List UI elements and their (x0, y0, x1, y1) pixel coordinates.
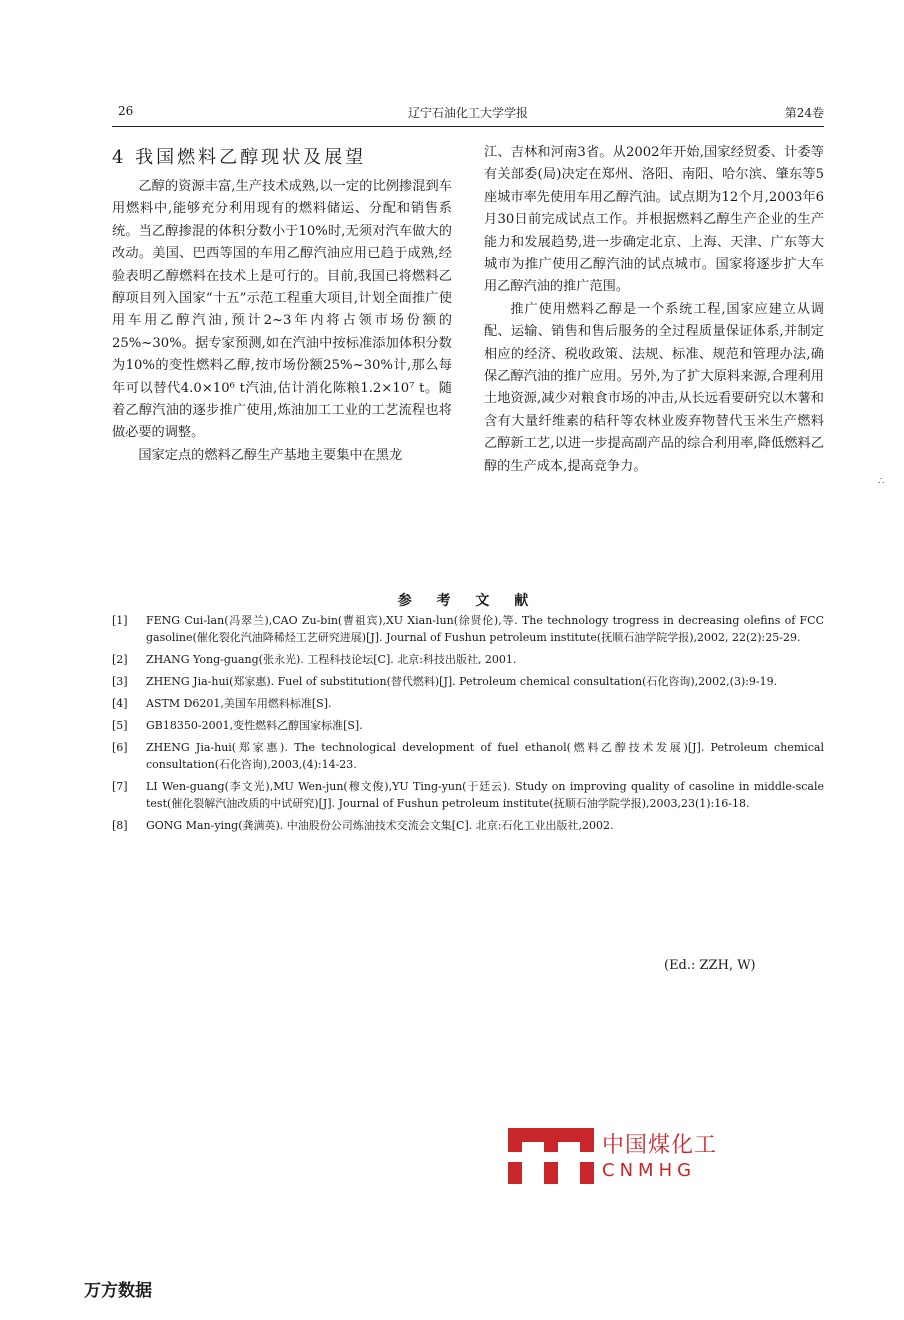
logo-chinese-text: 中国煤化工 (602, 1133, 718, 1158)
volume-label: 第24卷 (784, 106, 824, 120)
reference-text: ZHANG Yong-guang(张永光). 工程科技论坛[C]. 北京:科技出版社, 2001. (146, 653, 517, 666)
body-paragraph: 国家定点的燃料乙醇生产基地主要集中在黑龙 (138, 447, 403, 463)
body-paragraph: 江、吉林和河南3省。从2002年开始,国家经贸委、计委等有关部委(局)决定在郑州、洛阳、南阳、哈尔滨、肇东等5座城市率先使用车用乙醇汽油。试点期为12个月,2003年6月30日前完成试点工作。并根据燃料乙醇生产企业的生产能力和发展趋势,进一步确定北京、上海、天津、广东等大城市为推广使用乙醇汽油的试点城市。国家将逐步扩大车用乙醇汽油的推广范围。 (484, 145, 824, 295)
reference-text: GONG Man-ying(龚满英). 中油股份公司炼油技术交流会文集[C]. 北京:石化工业出版社,2002. (146, 819, 614, 832)
reference-text: FENG Cui-lan(冯翠兰),CAO Zu-bin(曹祖宾),XU Xian-lun(徐贤伦),等. The technology trogress in decreasing olefins of FCC gasoline(催化裂化汽油降稀烃工艺研究进展)[J]. Journal of Fushun petroleum institute(抚顺石油学院学报),2002, 22(2):25-29. (146, 614, 824, 644)
reference-number: [8] (112, 819, 128, 832)
reference-text: ASTM D6201,美国车用燃料标准[S]. (146, 697, 332, 710)
reference-number: [4] (112, 697, 128, 710)
body-paragraph: 乙醇的资源丰富,生产技术成熟,以一定的比例掺混到车用燃料中,能够充分利用现有的燃料储运、分配和销售系统。当乙醇掺混的体积分数小于10%时,无须对汽车做大的改动。美国、巴西等国的车用乙醇汽油应用已趋于成熟,经验表明乙醇燃料在技术上是可行的。目前,我国已将燃料乙醇项目列入国家“十五”示范工程重大项目,计划全面推广使用车用乙醇汽油,预计2~3年内将占领市场份额的25%~30%。据专家预测,如在汽油中按标准添加体积分数为10%的变性燃料乙醇,按市场份额25%~30%计,那么每年可以替代4.0×10⁶ t汽油,估计消化陈粮1.2×10⁷ t。随着乙醇汽油的逐步推广使用,炼油加工工业的工艺流程也将做必要的调整。 (112, 179, 452, 441)
header-rule (112, 126, 824, 127)
reference-number: [1] (112, 614, 128, 627)
scan-speck: ∴ (878, 476, 885, 487)
reference-text: GB18350-2001,变性燃料乙醇国家标准[S]. (146, 719, 363, 732)
reference-item (112, 695, 824, 712)
running-header (112, 104, 824, 124)
journal-title: 辽宁石油化工大学学报 (407, 106, 528, 120)
watermark-text: 万方数据 (84, 1281, 152, 1301)
reference-text: ZHENG Jia-hui(郑家惠). The technological development of fuel ethanol(燃料乙醇技术发展)[J]. Petroleum chemical consultation(石化咨询),2003,(4):14-23. (146, 741, 824, 771)
reference-item (112, 717, 824, 734)
reference-number: [5] (112, 719, 128, 732)
reference-item (112, 651, 824, 668)
reference-number: [7] (112, 780, 128, 793)
reference-number: [3] (112, 675, 128, 688)
reference-item (112, 778, 824, 812)
reference-item (112, 739, 824, 773)
reference-number: [6] (112, 741, 128, 754)
page-number: 26 (118, 104, 134, 118)
references-title: 参 考 文 献 (397, 593, 539, 609)
left-column (112, 142, 452, 467)
reference-text: ZHENG Jia-hui(郑家惠). Fuel of substitution(替代燃料)[J]. Petroleum chemical consultation(石化咨询),2002,(3):9-19. (146, 675, 778, 688)
editor-note: (Ed.: ZZH, W) (664, 958, 756, 973)
reference-number: [2] (112, 653, 128, 666)
reference-item (112, 612, 824, 646)
references-list (112, 612, 824, 839)
reference-text: LI Wen-guang(李文光),MU Wen-jun(穆文俊),YU Ting-yun(于廷云). Study on improving quality of casoline in middle-scale test(催化裂解汽油改质的中试研究)[J]. Journal of Fushun petroleum institute(抚顺石油学院学报),2003,23(1):16-18. (146, 780, 824, 810)
logo-english-text: CNMHG (602, 1160, 697, 1181)
body-paragraph: 推广使用燃料乙醇是一个系统工程,国家应建立从调配、运输、销售和售后服务的全过程质量保证体系,并制定相应的经济、税收政策、法规、标准、规范和管理办法,确保乙醇汽油的推广应用。另外,为了扩大原料来源,合理利用土地资源,减少对粮食市场的冲击,从长远看要研究以木薯和含有大量纤维素的秸秆等农林业废弃物替代玉米生产燃料乙醇新工艺,以进一步提高副产品的综合利用率,降低燃料乙醇的生产成本,提高竞争力。 (484, 301, 824, 474)
reference-item (112, 673, 824, 690)
right-column (484, 142, 824, 478)
section-heading: 4 我国燃料乙醇现状及展望 (112, 147, 367, 168)
reference-item (112, 817, 824, 834)
